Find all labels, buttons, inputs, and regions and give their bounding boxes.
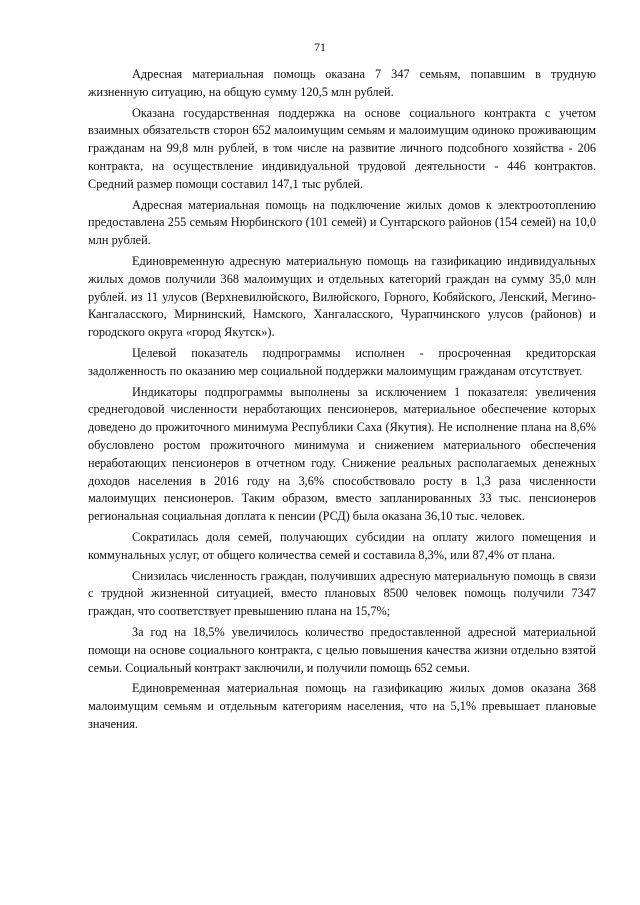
paragraph: Снизилась численность граждан, получивших адресную материальную помощь в связи с трудной жизненной ситуацией, вместо плановых 8500 человек помощь получили 7347 граждан, что соответствует превышению плана на 15,7%; — [88, 568, 596, 619]
paragraph: Сократилась доля семей, получающих субсидии на оплату жилого помещения и коммунальных услуг, от общего количества семей и составила 8,3%, или 87,4% от плана. — [88, 529, 596, 562]
paragraph: Адресная материальная помощь на подключение жилых домов к электроотоплению предоставлена 255 семьям Нюрбинского (101 семей) и Сунтарского районов (154 семей) на 10,0 млн рублей. — [88, 197, 596, 248]
paragraph: Индикаторы подпрограммы выполнены за исключением 1 показателя: увеличения среднегодовой численности неработающих пенсионеров, материальное обеспечение которых доведено до прожиточного минимума Республики Саха (Якутия). Не исполнение плана на 8,6% обусловлено ростом прожиточного минимума и снижением материального обеспечения неработающих пенсионеров в отчетном году. Снижение реальных располагаемых денежных доходов населения в 2016 году на 3,6% способствовало росту в 1,3 раза численности малоимущих пенсионеров. Таким образом, вместо запланированных 33 тыс. пенсионеров региональная социальная доплата к пенсии (РСД) была оказана 36,10 тыс. человек. — [88, 384, 596, 524]
paragraph: За год на 18,5% увеличилось количество предоставленной адресной материальной помощи на основе социального контракта, с целью повышения качества жизни отдельно взятой семьи. Социальный контракт заключили, и получили помощь 652 семьи. — [88, 624, 596, 675]
paragraph: Единовременную адресную материальную помощь на газификацию индивидуальных жилых домов получили 368 малоимущих и отдельных категорий граждан на сумму 35,0 млн рублей. из 11 улусов (Верхневилюйского, Вилюйского, Горного, Кобяйского, Ленский, Мегино-Кангаласского, Мирнинский, Намского, Хангаласского, Чурапчинского улусов (районов) и городского округа «город Якутск»). — [88, 253, 596, 340]
paragraph: Целевой показатель подпрограммы исполнен - просроченная кредиторская задолженность по оказанию мер социальной поддержки малоимущим гражданам отсутствует. — [88, 345, 596, 378]
document-body — [88, 66, 596, 737]
paragraph: Оказана государственная поддержка на основе социального контракта с учетом взаимных обязательств сторон 652 малоимущим семьям и малоимущим одиноко проживающим гражданам на 99,8 млн рублей, в том числе на развитие личного подсобного хозяйства - 206 контракта, на осуществление индивидуальной трудовой деятельности - 446 контрактов. Средний размер помощи составил 147,1 тыс рублей. — [88, 105, 596, 191]
page-number: 71 — [314, 40, 326, 54]
paragraph: Адресная материальная помощь оказана 7 347 семьям, попавшим в трудную жизненную ситуацию, на общую сумму 120,5 млн рублей. — [88, 67, 596, 99]
paragraph: Единовременная материальная помощь на газификацию жилых домов оказана 368 малоимущим семьям и отдельным категориям населения, что на 5,1% превышает плановые значения. — [88, 681, 596, 731]
